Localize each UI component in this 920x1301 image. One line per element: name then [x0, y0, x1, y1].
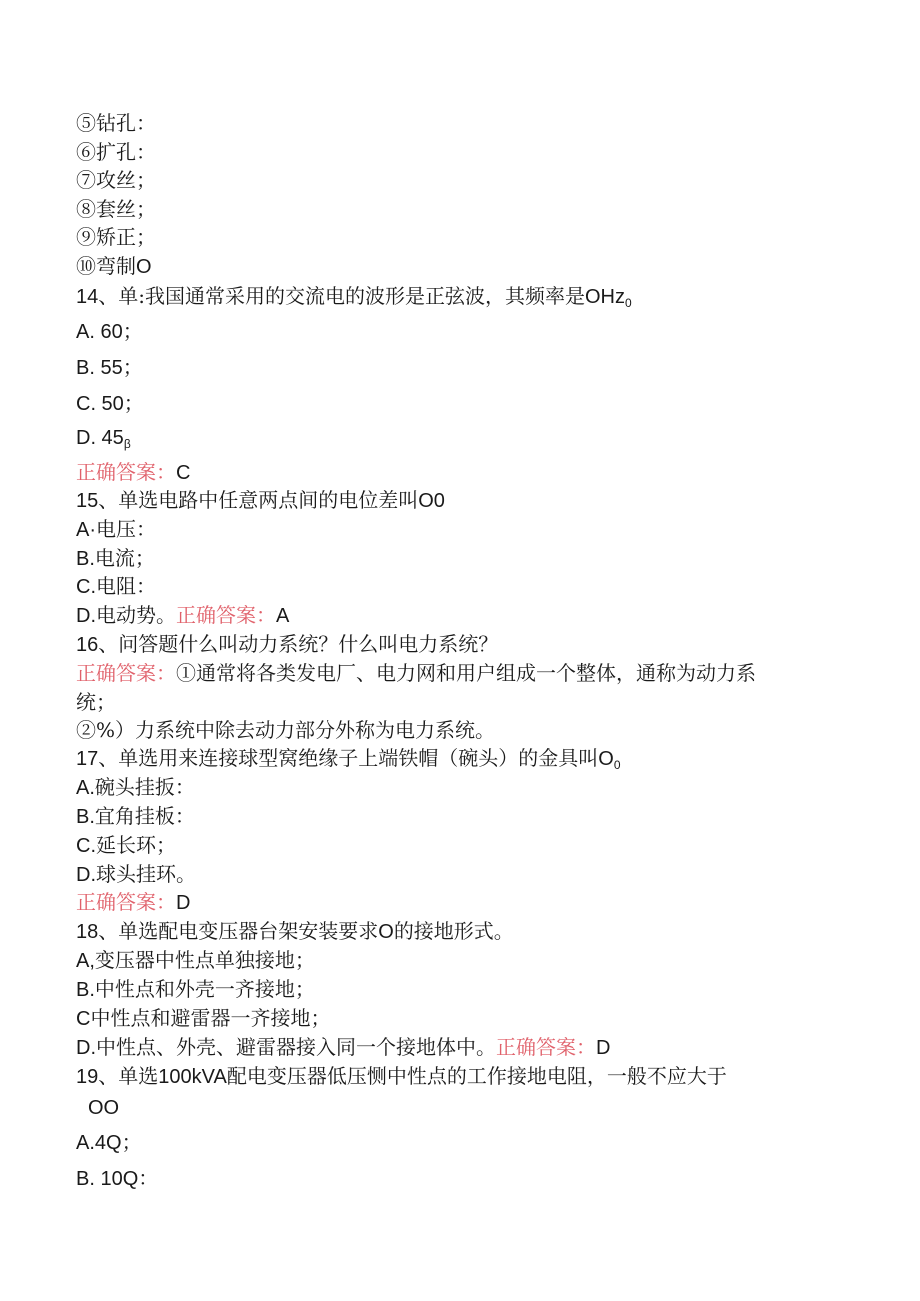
option-d: D.球头挂环。	[76, 862, 196, 886]
answer-label: 正确答案：	[176, 603, 276, 627]
option-c: C.延长环；	[76, 833, 176, 857]
option-c: C中性点和避雷器一齐接地；	[76, 1006, 331, 1030]
option-d: D.中性点、外壳、避雷器接入同一个接地体中。正确答案：D	[76, 1035, 611, 1059]
list-item: ⑥扩孔：	[76, 140, 156, 164]
answer-line	[76, 659, 756, 687]
option-d: D.电动势。正确答案：A	[76, 603, 290, 627]
question-18: 18、单选配电变压器台架安装要求O的接地形式。	[76, 919, 514, 943]
answer-label: 正确答案：	[76, 661, 176, 685]
option-b: B.中性点和外壳一齐接地；	[76, 977, 315, 1001]
option-c: C.电阻：	[76, 574, 156, 598]
list-item: ⑤钻孔：	[76, 111, 156, 135]
list-item: ⑧套丝；	[76, 197, 156, 221]
question-17: 17、单选用来连接球型窝绝缘子上端铁帽（碗头）的金具叫$O_0$	[76, 746, 621, 772]
option-b: B. 10Q：	[76, 1168, 159, 1190]
question-number: 18、	[76, 921, 119, 943]
option-a: A.4Q；	[76, 1132, 142, 1154]
option-b: B.电流；	[76, 546, 155, 570]
answer-label: 正确答案：	[496, 1035, 596, 1059]
option-b: B. 55；	[76, 357, 143, 379]
question-text: 问答题什么叫动力系统？什么叫电力系统？	[118, 632, 499, 656]
question-text: 单选电路中任意两点间的电位差叫	[118, 488, 419, 512]
question-text: 单选用来连接球型窝绝缘子上端铁帽（碗头）的金具叫	[118, 746, 599, 770]
answer-value: C	[176, 462, 191, 484]
question-number: 19、	[76, 1066, 119, 1088]
answer-value: D	[176, 892, 191, 914]
option-a: A,变压器中性点单独接地；	[76, 948, 315, 972]
question-text: 单选配电变压器台架安装要求	[118, 919, 379, 943]
question-14: 14、单:我国通常采用的交流电的波形是正弦波，其频率是OHz$_0$	[76, 284, 632, 310]
question-number: 17、	[76, 748, 119, 770]
question-16	[76, 630, 498, 659]
question-text: 单选	[118, 1064, 159, 1088]
list-item: ⑦攻丝；	[76, 168, 156, 192]
question-continuation: OO	[88, 1097, 120, 1119]
question-number: 15、	[76, 490, 119, 512]
question-text: 单:我国通常采用的交流电的波形是正弦波，其频率是	[118, 284, 585, 308]
answer-line: ②%）力系统中除去动力部分外称为电力系统。	[76, 718, 496, 742]
answer-value: D	[596, 1037, 611, 1059]
answer-continuation: 统；	[76, 690, 116, 714]
answer-label: 正确答案：	[76, 890, 176, 914]
question-15: 15、单选电路中任意两点间的电位差叫O0	[76, 488, 445, 512]
option-a: A. 60；	[76, 321, 143, 343]
answer-value: A	[276, 605, 290, 627]
answer-line	[76, 458, 190, 487]
list-item: ⑩弯制O	[76, 254, 152, 278]
question-number: 14、	[76, 286, 119, 308]
option-d: D. $45_\beta$	[76, 427, 131, 451]
option-c: C. 50；	[76, 393, 144, 415]
answer-text: ①通常将各类发电厂、电力网和用户组成一个整体，通称为动力系	[176, 661, 756, 685]
answer-line	[76, 888, 190, 917]
question-19: 19、单选100kVA配电变压器低压恻中性点的工作接地电阻，一般不应大于	[76, 1064, 727, 1088]
option-a: A·电压：	[76, 517, 156, 541]
option-b: B.宜角挂板：	[76, 804, 195, 828]
question-number: 16、	[76, 634, 119, 656]
option-a: A.碗头挂扳：	[76, 775, 195, 799]
answer-label: 正确答案：	[76, 460, 176, 484]
list-item: ⑨矫正；	[76, 225, 156, 249]
